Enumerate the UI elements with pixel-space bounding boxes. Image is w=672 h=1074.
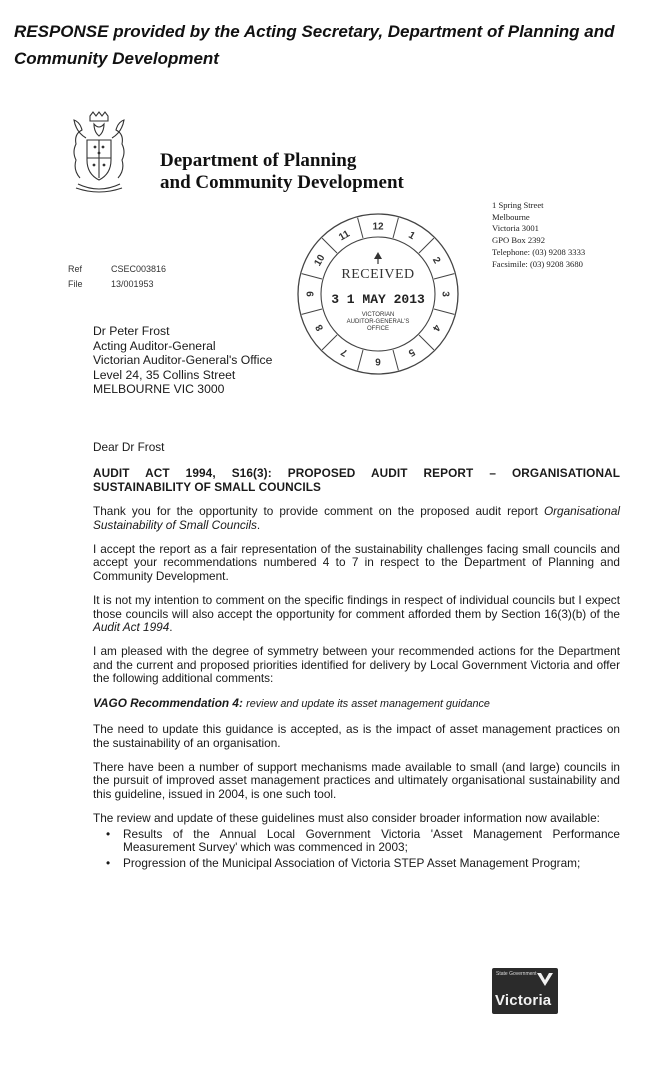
file-label: File [68,279,83,289]
recommendation-heading: VAGO Recommendation 4: review and update its asset management guidance [93,695,490,710]
recipient-address [93,324,272,397]
stamp-tick [419,238,434,253]
coat-of-arms-icon [68,110,130,194]
paragraph: It is not my intention to comment on the specific findings in respect of individual councils but I expect those councils will also accept the opportunity for comment afforded them by Section 16(3)(b) of the Audit Act 1994. [93,593,620,635]
stamp-office-line-2: AUDITOR-GENERAL'S [346,319,410,325]
logo-small-text: State Government [496,971,537,977]
stamp-office-line-3: OFFICE [367,326,389,332]
paragraph: I accept the report as a fair representation of the sustainability challenges facing small councils and accept your recommendations numbered 4 to 7 in respect to the Department of Planning and Community Development. [93,542,620,583]
stamp-hour-number: 12 [372,221,384,233]
address-line: 1 Spring Street [492,200,544,210]
stamp-hour-number: 9 [305,291,317,297]
victoria-government-logo [492,968,558,1014]
ref-label: Ref [68,264,83,274]
paragraph: Thank you for the opportunity to provide comment on the proposed audit report Organisational Sustainability of Small Councils. [93,504,621,532]
department-name-line-2: and Community Development [160,172,404,193]
recipient-name: Dr Peter Frost [93,324,170,338]
subject-line: AUDIT ACT 1994, S16(3): PROPOSED AUDIT REPORT – ORGANISATIONAL SUSTAINABILITY OF SMALL COUNCILS [93,466,620,494]
list-item: • Progression of the Municipal Association of Victoria STEP Asset Management Program; [123,857,620,870]
ref-value: CSEC003816 [111,264,167,274]
department-name [160,150,404,194]
letter-page [50,92,650,1067]
stamp-hour-number: 3 [439,291,451,297]
stamp-tick [419,335,434,350]
stamp-hour-number: 7 [339,345,350,359]
stamp-date: 3 1 MAY 2013 [331,292,425,307]
salutation: Dear Dr Frost [93,440,165,454]
address-line: GPO Box 2392 [492,235,546,246]
department-address [492,200,585,270]
stamp-tick [322,335,337,350]
letter-body [93,441,620,874]
recipient-city: MELBOURNE VIC 3000 [93,382,225,397]
stamp-tick [393,350,398,370]
stamp-received-word: RECEIVED [341,267,415,282]
stamp-tick [358,218,363,238]
stamp-tick [434,309,454,314]
paragraph: I am pleased with the degree of symmetry between your recommended actions for the Department and the current and proposed priorities identified for delivery by Local Government Victoria and offer the following additional comments: [93,644,620,686]
address-facsimile: Facsimile: (03) 9208 3680 [492,258,583,269]
bullet-list [93,828,620,871]
stamp-hour-number: 2 [429,255,443,266]
stamp-tick [302,274,322,279]
stamp-hour-number: 1 [406,229,417,243]
recipient-street: Level 24, 35 Collins Street [93,367,236,382]
paragraph: The need to update this guidance is accepted, as is the impact of asset management practices on the sustainability of an organisation. [93,722,620,750]
stamp-hour-number: 8 [313,322,327,333]
stamp-hour-number: 6 [375,355,381,367]
stamp-hour-number: 5 [406,345,417,359]
received-stamp [294,210,462,378]
stamp-tick [302,309,322,314]
stamp-tick [322,238,337,253]
page-heading: RESPONSE provided by the Acting Secretary, Department of Planning and Community Development [14,22,615,68]
paragraph: The review and update of these guidelines must also consider broader information now available: [93,811,600,826]
stamp-tick [434,274,454,279]
logo-word: Victoria [495,992,552,1009]
stamp-hour-number: 11 [337,228,352,244]
stamp-arrow-icon [374,252,382,259]
reference-block [68,262,166,292]
recipient-office: Victorian Auditor-General's Office [93,353,273,368]
stamp-tick [393,218,398,238]
file-value: 13/001953 [111,279,154,289]
paragraph: There have been a number of support mechanisms made available to small (and large) councils in the pursuit of improved asset management practices and ultimately organisational sustainability and this guideline, issued in 2004, is one such tool. [93,759,620,801]
department-name-line-1: Department of Planning [160,150,357,171]
recipient-title: Acting Auditor-General [93,338,216,353]
stamp-office-line-1: VICTORIAN [361,312,395,318]
stamp-hour-number: 4 [429,322,443,333]
address-line: Melbourne [492,211,530,222]
list-item: • Results of the Annual Local Government Victoria 'Asset Management Performance Measurement Survey' which was commenced in 2003; [123,828,620,855]
address-telephone: Telephone: (03) 9208 3333 [492,246,586,257]
stamp-hour-number: 10 [312,252,328,269]
victoria-v-icon [536,971,554,987]
address-line: Victoria 3001 [492,223,539,234]
stamp-tick [358,350,363,370]
